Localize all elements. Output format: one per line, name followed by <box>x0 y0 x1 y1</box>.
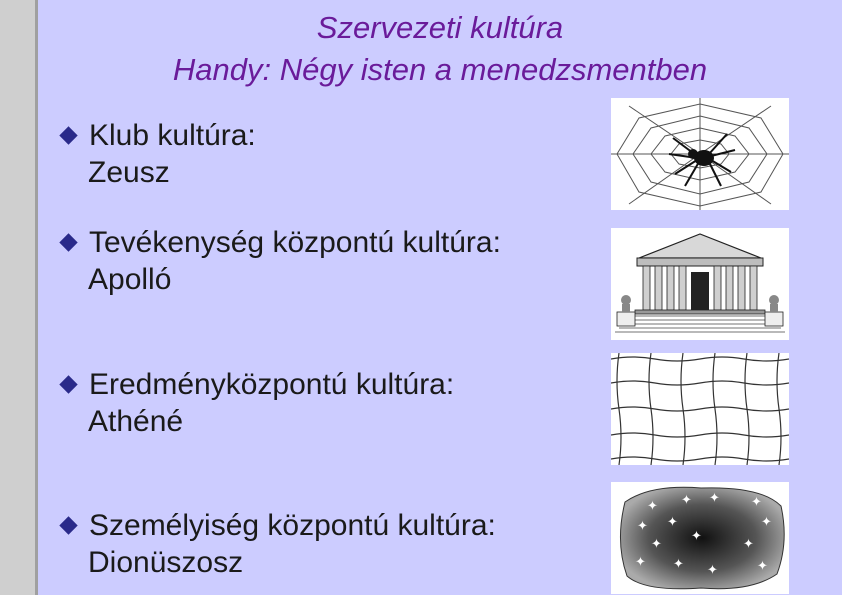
slide-title-line1: Szervezeti kultúra <box>316 10 564 45</box>
svg-text:✦: ✦ <box>673 557 684 572</box>
svg-text:✦: ✦ <box>751 495 762 510</box>
svg-text:✦: ✦ <box>757 559 768 574</box>
left-margin-bar <box>0 0 38 595</box>
bullet-god-name: Zeusz <box>88 156 170 189</box>
svg-text:✦: ✦ <box>667 515 678 530</box>
bullet-label: Eredményközpontú kultúra: <box>89 368 455 401</box>
svg-text:✦: ✦ <box>635 555 646 570</box>
spider-web-icon <box>611 98 789 210</box>
diamond-bullet-icon <box>59 375 77 393</box>
diamond-bullet-icon <box>59 516 77 534</box>
svg-text:✦: ✦ <box>709 491 720 506</box>
svg-text:✦: ✦ <box>707 563 718 578</box>
svg-text:✦: ✦ <box>647 499 658 514</box>
diamond-bullet-icon <box>59 126 77 144</box>
bullet-god-name: Athéné <box>88 405 184 438</box>
slide-title-line2: Handy: Négy isten a menedzsmentben <box>172 52 708 87</box>
greek-temple-icon <box>611 228 789 340</box>
bullet-item-tevekenyseg <box>58 224 501 298</box>
bullet-label: Személyiség központú kultúra: <box>89 509 496 542</box>
bullet-god-name: Dionüszosz <box>88 546 244 579</box>
bullet-god-name: Apolló <box>88 263 172 296</box>
bullet-item-klub <box>58 117 256 191</box>
svg-text:✦: ✦ <box>761 515 772 530</box>
svg-text:✦: ✦ <box>637 519 648 534</box>
svg-text:✦: ✦ <box>743 537 754 552</box>
svg-text:✦: ✦ <box>691 529 702 544</box>
bullet-item-eredmeny <box>58 366 454 440</box>
bullet-label: Tevékenység központú kultúra: <box>89 226 501 259</box>
svg-text:✦: ✦ <box>681 493 692 508</box>
starry-cluster-icon <box>611 482 789 594</box>
diamond-bullet-icon <box>59 233 77 251</box>
bullet-item-szemelyiseg <box>58 507 496 581</box>
svg-text:✦: ✦ <box>651 537 662 552</box>
net-grid-icon <box>611 353 789 465</box>
bullet-label: Klub kultúra: <box>89 119 256 152</box>
